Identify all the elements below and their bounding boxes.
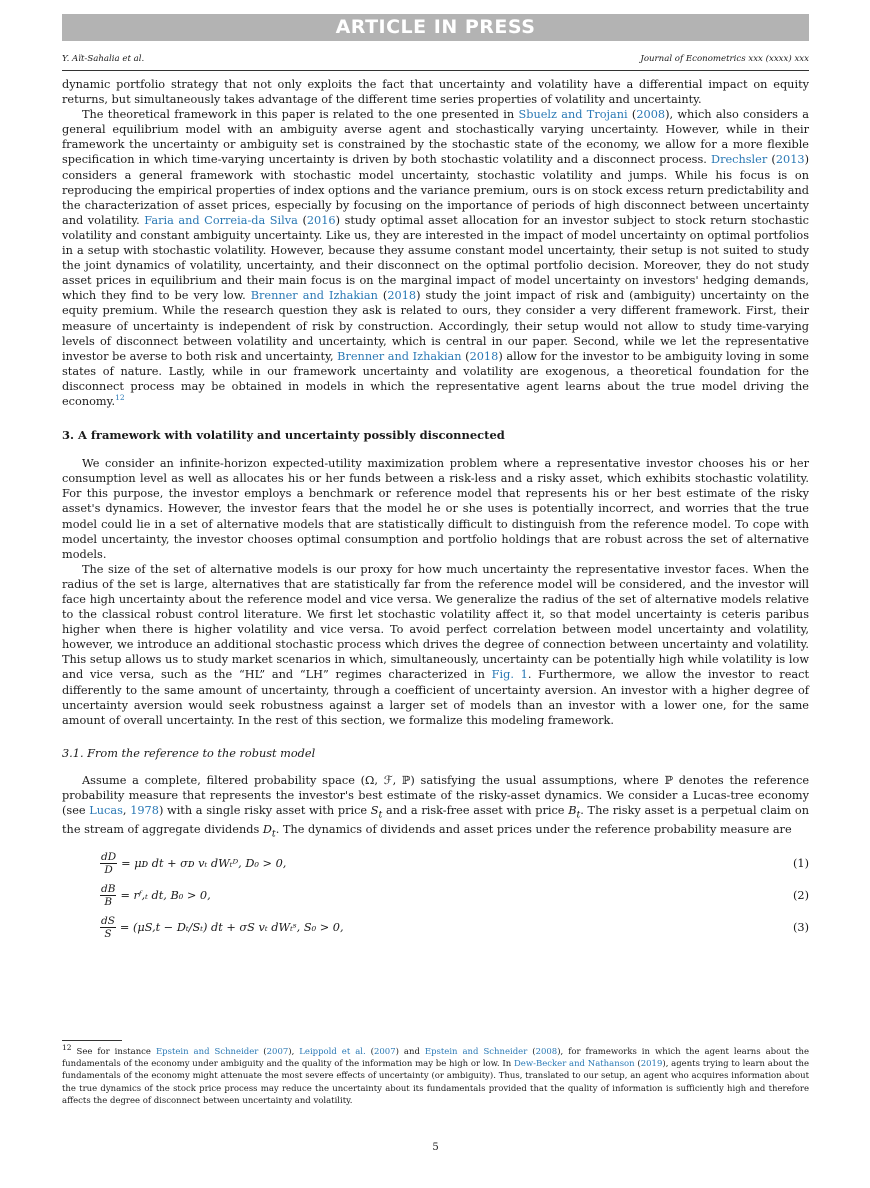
equation-number: (2): [792, 889, 809, 903]
footnote-mark: 12: [62, 1043, 72, 1053]
citation-link[interactable]: Epstein and Schneider: [424, 1047, 528, 1057]
fraction: [100, 883, 116, 908]
running-head-authors: Y. Aït-Sahalia et al.: [62, 54, 145, 64]
citation-link[interactable]: Sbuelz and Trojani: [518, 108, 628, 122]
text-run: ,: [291, 1047, 300, 1057]
citation-year-link[interactable]: 2018: [387, 289, 417, 303]
citation-link[interactable]: Leippold et al.: [299, 1047, 366, 1057]
paragraph-continued: dynamic portfolio strategy that not only exploits the fact that uncertainty and volatility have a differential impact on equity returns, but simultaneously takes advantage of the different time series properties of volatility and uncertainty.: [62, 78, 809, 107]
citation-year-link[interactable]: 2013: [775, 153, 805, 167]
citation-link[interactable]: Faria and Correia-da Silva: [144, 213, 298, 227]
equation-3: [62, 912, 809, 944]
text-run: The size of the set of alternative models is our proxy for how much uncertainty the representative investor faces. When the radius of the set is large, alternatives that are statistically far from the reference model will be considered, and the investor will face high uncertainty about the reference model and vice versa. We generalize the radius of the set of alternative models relative to the classical robust control literature. We first let stochastic volatility affect it, so that model uncertainty is ceteris paribus higher when there is higher volatility and vice versa. To avoid perfect correlation between model uncertainty and volatility, however, we introduce an additional stochastic process which drives the degree of connection between uncertainty and volatility. This setup allows us to study market scenarios in which, simultaneously, uncertainty can be potentially high while volatility is low and vice versa, such as the “HL” and “LH” regimes characterized in: [62, 562, 809, 682]
text-run: , agents trying to learn about the fundamentals of the economy might attenuate the most severe effects of uncertainty (or ambiguity). Thus, translated to our setup, an agent who acquires information about the true dynamics of the stock price process may reduce the uncertainty about its fundamentals provided that the quality of information is sufficiently high and therefore affects the degree of disconnect between uncertainty and volatility.: [62, 1059, 809, 1106]
equation-rhs: = rᶠ,ₜ dt, B₀ > 0,: [120, 889, 211, 903]
fraction-denominator: S: [104, 928, 112, 941]
article-in-press-banner: ARTICLE IN PRESS: [62, 14, 809, 41]
equation-number: (3): [792, 921, 809, 935]
citation-link[interactable]: Brenner and Izhakian: [250, 289, 378, 303]
text-run: and: [398, 1047, 425, 1057]
citation-year-link[interactable]: 2008: [535, 1047, 558, 1057]
equation-rhs: = (μS,t − Dₜ/Sₜ) dt + σS vₜ dWₜˢ, S₀ > 0,: [119, 921, 344, 935]
paragraph-uncertainty-set: [62, 562, 809, 728]
paragraph-related-work: The theoretical framework in this paper is related to the one presented in Sbuelz and Trojani (2008), which also considers a general equilibrium model with an ambiguity averse agent and stochastically varying uncertainty. However, while in their framework the uncertainty or ambiguity set is constrained by the stochastic state of the economy, we allow for a more flexible specification in which time-varying uncertainty is driven by both stochastic volatility and a disconnect process. Drechsler (2013) considers a general framework with stochastic model uncertainty, stochastic volatility and jumps. While his focus is on reproducing the empirical properties of index options and the variance premium, ours is on stock excess return predictability and the characterization of asset prices, especially by focusing on the importance of periods of high disconnect between uncertainty and volatility. Faria and Correia-da Silva (2016) study optimal asset allocation for an investor subject to stock return stochastic volatility and constant ambiguity uncertainty. Like us, they are interested in the impact of model uncertainty on optimal portfolios in a setup with stochastic volatility. However, because they assume constant model uncertainty, their setup is not suited to study the joint dynamics of volatility, uncertainty, and their disconnect on the optimal portfolio decision. Moreover, they do not study asset prices in equilibrium and their main focus is on the marginal impact of model uncertainty on investors' hedging demands, which they find to be very low. Brenner and Izhakian (2018) study the joint impact of risk and (ambiguity) uncertainty on the equity premium. While the research question they ask is related to ours, they consider a very different framework. First, their measure of uncertainty is independent of risk by construction. Accordingly, their setup would not allow to study time-varying levels of disconnect between volatility and uncertainty, which is central in our paper. Second, while we let the representative investor be averse to both risk and uncertainty, Brenner and Izhakian (2018) allow for the investor to be ambiguity loving in some states of nature. Lastly, while in our framework uncertainty and volatility are exogenous, a theoretical foundation for the disconnect process may be obtained in models in which the representative agent learns about the true model driving the economy.$^{12}$: [62, 108, 810, 408]
text-run: Assume a complete, filtered probability space (Ω, ℱ, ℙ) satisfying the usual assumptions, where ℙ denotes the reference probability measure that represents the investor's best estimate of the risky-asset dynamics. We consider a Lucas-tree economy (see: [62, 773, 809, 818]
fraction-numerator: dS: [101, 915, 115, 928]
text-run: ) with a single risky asset with price: [158, 804, 371, 818]
citation-link[interactable]: Drechsler: [711, 153, 768, 167]
citation-link[interactable]: Dew-Becker and Nathanson: [513, 1059, 635, 1070]
math-var: B: [568, 804, 577, 818]
running-head: [62, 54, 809, 71]
text-run: , for frameworks in which the agent learns about the fundamentals of the economy under ambiguity and the quality of the information may be high or low. In: [62, 1047, 809, 1070]
section-heading: 3. A framework with volatility and uncertainty possibly disconnected: [62, 428, 505, 443]
footnotes: [62, 1040, 809, 1107]
text-run: . The dynamics of dividends and asset prices under the reference probability measure are: [275, 823, 792, 837]
text-run: , which also considers a general equilibrium model with an ambiguity averse agent and stochastically varying uncertainty. However, while in their framework the uncertainty or ambiguity set is constrained by the stochastic state of the economy, we allow for a more flexible specification in which time-varying uncertainty is driven by both stochastic volatility and a disconnect process.: [62, 108, 809, 167]
article-body: [62, 77, 809, 944]
citation-year-link[interactable]: 1978: [130, 804, 159, 818]
fraction-numerator: dB: [101, 883, 116, 896]
text-run: study optimal asset allocation for an investor subject to stock return stochastic volatility and constant ambiguity uncertainty. Like us, they are interested in the impact of model uncertainty on optimal portfolios in a setup with stochastic volatility. However, because they assume constant model uncertainty, their setup is not suited to study the joint dynamics of volatility, uncertainty, and their disconnect on the optimal portfolio decision. Moreover, they do not study asset prices in equilibrium and their main focus is on the marginal impact of model uncertainty on investors' hedging demands, which they find to be very low.: [62, 213, 809, 303]
text-run: . Furthermore, we allow the investor to react differently to the same amount of uncertainty, through a coefficient of uncertainty aversion. An investor with a higher degree of uncertainty aversion would seek robustness against a larger set of models than an investor with a lower one, for the same amount of overall uncertainty. In the rest of this section, we formalize this modeling framework.: [62, 668, 809, 727]
figure-link[interactable]: Fig. 1: [491, 668, 528, 682]
citation-year-link[interactable]: 2016: [306, 213, 336, 227]
citation-year-link[interactable]: 2019: [640, 1059, 663, 1070]
citation-link[interactable]: Brenner and Izhakian: [337, 349, 462, 363]
citation-year-link[interactable]: 2008: [636, 108, 666, 122]
text-run: study the joint impact of risk and (ambiguity) uncertainty on the equity premium. While the research question they ask is related to ours, they consider a very different framework. First, their measure of uncertainty is independent of risk by construction. Accordingly, their setup would not allow to study time-varying levels of disconnect between volatility and uncertainty, which is central in our paper. Second, while we let the representative investor be averse to both risk and uncertainty,: [62, 289, 810, 363]
text-run: allow for the investor to be ambiguity loving in some states of nature. Lastly, while in our framework uncertainty and volatility are exogenous, a theoretical foundation for the disconnect process may be obtained in models in which the representative agent learns about the true model driving the economy.: [62, 349, 809, 408]
text-run: considers a general framework with stochastic model uncertainty, stochastic volatility and jumps. While his focus is on reproducing the empirical properties of index options and the variance premium, ours is on stock excess return predictability and the characterization of asset prices, especially by focusing on the importance of periods of high disconnect between uncertainty and volatility.: [62, 168, 809, 227]
page-number: 5: [432, 1142, 439, 1153]
equation-number: (1): [792, 857, 809, 871]
citation-year-link[interactable]: 2007: [266, 1047, 289, 1057]
article-page: [62, 14, 810, 1153]
citation-link[interactable]: Epstein and Schneider: [155, 1047, 259, 1057]
equation-2: [62, 880, 809, 912]
paragraph-framework: We consider an infinite-horizon expected-utility maximization problem where a representative investor chooses his or her consumption level as well as allocates his or her funds between a risk-less and a risky asset, which exhibits stochastic volatility. For this purpose, the investor employs a benchmark or reference model that represents his or her best estimate of the risky asset's dynamics. However, the investor fears that the model he or she uses is potentially incorrect, and worries that the true model could lie in a set of alternative models that are statistically difficult to distinguish from the reference model. To cope with model uncertainty, the investor chooses optimal consumption and portfolio holdings that are robust across the set of alternative models.: [62, 457, 809, 561]
paragraph-probability-space: Assume a complete, filtered probability space (Ω, ℱ, ℙ) satisfying the usual assumptions, where ℙ denotes the reference probability measure that represents the investor's best estimate of the risky-asset dynamics. We consider a Lucas-tree economy (see Lucas, 1978) with a single risky asset with price $S_t$ and a risk-free asset with price $B_t$. The risky asset is a perpetual claim on the stream of aggregate dividends $D_t$. The dynamics of dividends and asset prices under the reference probability measure are: [62, 773, 810, 840]
fraction-denominator: D: [104, 864, 113, 877]
footnote-ref-link[interactable]: 12: [115, 393, 125, 403]
citation-year-link[interactable]: 2018: [469, 349, 499, 363]
fraction-denominator: B: [104, 896, 113, 909]
text-run: See for instance: [71, 1047, 156, 1057]
equation-rhs: = μᴅ dt + σᴅ vₜ dWₜᴰ, D₀ > 0,: [121, 857, 287, 871]
text-run: . The risky asset is a perpetual claim on the stream of aggregate dividends: [62, 804, 810, 837]
text-run: and a risk-free asset with price: [382, 804, 569, 818]
equation-1: [62, 848, 809, 880]
footnote-rule: [62, 1040, 122, 1041]
fraction: [100, 851, 117, 876]
subsection-heading: 3.1. From the reference to the robust model: [62, 746, 316, 760]
math-var: S: [370, 804, 379, 818]
footnote-12: $^{12}$ See for instance Epstein and Schneider (2007), Leippold et al. (2007) and Epstein and Schneider (2008), for frameworks in which the agent learns about the fundamentals of the economy under ambiguity and the quality of the information may be high or low. In Dew-Becker and Nathanson (2019), agents trying to learn about the fundamentals of the economy might attenuate the most severe effects of uncertainty (or ambiguity). Thus, translated to our setup, an agent who acquires information about the true dynamics of the stock price process may reduce the uncertainty about its fundamentals provided that the quality of information is sufficiently high and therefore affects the degree of disconnect between uncertainty and volatility.: [62, 1043, 809, 1106]
fraction: [100, 915, 116, 940]
fraction-numerator: dD: [101, 851, 117, 864]
running-head-journal: Journal of Econometrics xxx (xxxx) xxx: [640, 54, 809, 64]
text-run: The theoretical framework in this paper is related to the one presented in: [82, 108, 519, 122]
citation-link[interactable]: Lucas: [89, 804, 123, 818]
citation-year-link[interactable]: 2007: [373, 1047, 396, 1057]
math-var: D: [262, 823, 272, 837]
